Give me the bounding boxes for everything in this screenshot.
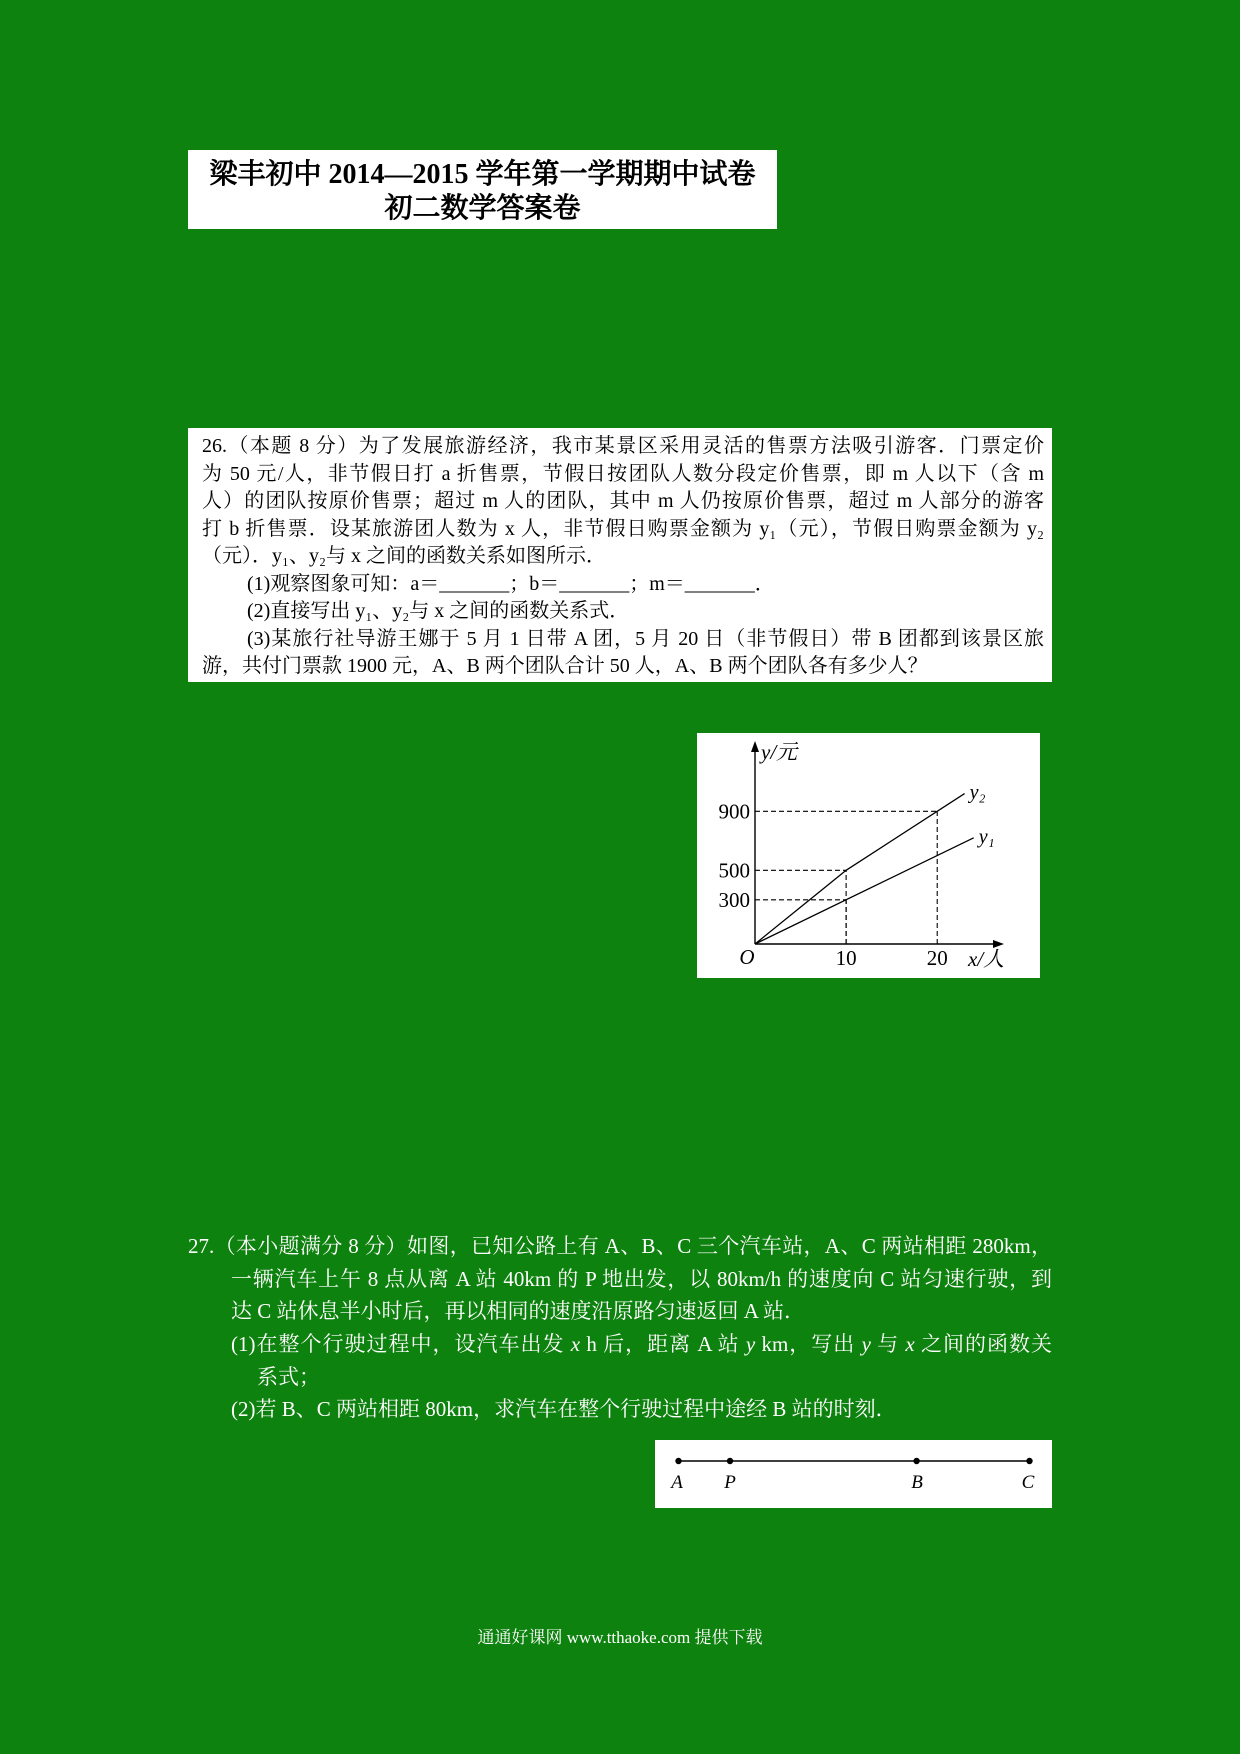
point-p-dot xyxy=(727,1458,733,1464)
y-axis-label: y/元 xyxy=(761,740,798,764)
station-c-label: C xyxy=(1021,1472,1035,1493)
problem26-question-2: (2)直接写出 y₁、y₂与 x 之间的函数关系式． xyxy=(247,600,630,622)
variable-x: x xyxy=(905,1332,915,1357)
series-line xyxy=(755,838,974,944)
problem27-text-segment: 与 xyxy=(870,1332,906,1357)
point-p-label: P xyxy=(724,1472,736,1493)
problem26-line: （元）．y₁、y₂与 x 之间的函数关系如图所示． xyxy=(202,545,606,567)
footer-text: 通通好课网 www.tthaoke.com 提供下载 xyxy=(477,1628,763,1647)
problem27 xyxy=(188,1230,1052,1426)
road-figure-box xyxy=(655,1440,1052,1508)
problem27-text-segment: 之间的函数关 xyxy=(914,1332,1052,1357)
problem27-text-segment: h 后，距离 A 站 xyxy=(580,1332,746,1357)
origin-label: O xyxy=(739,945,755,969)
station-b-dot xyxy=(913,1458,919,1464)
y-axis-arrow xyxy=(751,741,759,752)
guide-lines xyxy=(755,811,937,944)
station-b-label: B xyxy=(911,1472,923,1493)
problem27-line: 27.（本小题满分 8 分）如图，已知公路上有 A、B、C 三个汽车站，A、C 两站相距 280km， xyxy=(188,1234,1052,1258)
variable-y: y xyxy=(861,1332,871,1357)
station-a-label: A xyxy=(671,1472,683,1493)
problem27-question-1 xyxy=(188,1328,1052,1361)
problem26-question-3: (3)某旅行社导游王娜于 5 月 1 日带 A 团，5 月 20 日（非节假日）带 B 团都到该景区旅 xyxy=(247,627,1044,650)
exam-title-box xyxy=(188,150,777,229)
series-lines xyxy=(755,794,974,944)
function-graph xyxy=(697,733,1040,978)
series-line xyxy=(755,794,965,944)
x-axis-label: x/人 xyxy=(968,947,1005,971)
exam-title: 梁丰初中 2014—2015 学年第一学期期中试卷 xyxy=(209,159,756,190)
problem26-box xyxy=(188,428,1052,682)
y-tick-label: 500 xyxy=(718,858,750,883)
y-tick-label: 300 xyxy=(718,887,750,912)
problem27-line: 一辆汽车上午 8 点从离 A 站 40km 的 P 地出发，以 80km/h 的速度向 C 站匀速行驶，到 xyxy=(231,1266,1052,1291)
station-a-dot xyxy=(675,1458,681,1464)
problem27-question-2: (2)若 B、C 两站相距 80km，求汽车在整个行驶过程中途经 B 站的时刻． xyxy=(231,1397,897,1422)
station-c-dot xyxy=(1026,1458,1032,1464)
function-graph-box xyxy=(697,733,1040,978)
series-label: y₂ xyxy=(969,781,986,804)
problem26-line: 打 b 折售票．设某旅游团人数为 x 人，非节假日购票金额为 y₁（元），节假日购票金额为 y₂ xyxy=(202,517,1044,540)
problem27-text-segment: km，写出 xyxy=(755,1332,862,1357)
series-label: y₁ xyxy=(978,825,995,848)
problem27-line: 达 C 站休息半小时后，再以相同的速度沿原路匀速返回 A 站． xyxy=(231,1299,806,1324)
problem26-line: 人）的团队按原价售票；超过 m 人的团队，其中 m 人仍按原价售票，超过 m 人部分的游客 xyxy=(202,490,1044,512)
problem26-line: 游，共付门票款 1900 元，A、B 两个团队合计 50 人，A、B 两个团队各有多少人？ xyxy=(202,655,928,677)
problem26-line: 为 50 元/人，非节假日打 a 折售票，节假日按团队人数分段定价售票，即 m 人以下（含 m xyxy=(202,462,1044,485)
variable-y: y xyxy=(745,1332,756,1357)
exam-subtitle: 初二数学答案卷 xyxy=(384,193,581,224)
x-tick-label: 10 xyxy=(835,946,857,970)
variable-x: x xyxy=(570,1332,581,1357)
problem27-text-segment: (1)在整个行驶过程中，设汽车出发 xyxy=(231,1332,571,1357)
problem26-question-1: (1)观察图象可知：a＝_______；b＝_______；m＝_______． xyxy=(247,572,775,595)
problem26-line: 26.（本题 8 分）为了发展旅游经济，我市某景区采用灵活的售票方法吸引游客．门票定价 xyxy=(202,435,1044,457)
y-tick-label: 900 xyxy=(718,799,750,824)
x-tick-label: 20 xyxy=(926,946,948,970)
problem27-line: 系式； xyxy=(257,1364,320,1389)
road-figure xyxy=(655,1440,1052,1508)
